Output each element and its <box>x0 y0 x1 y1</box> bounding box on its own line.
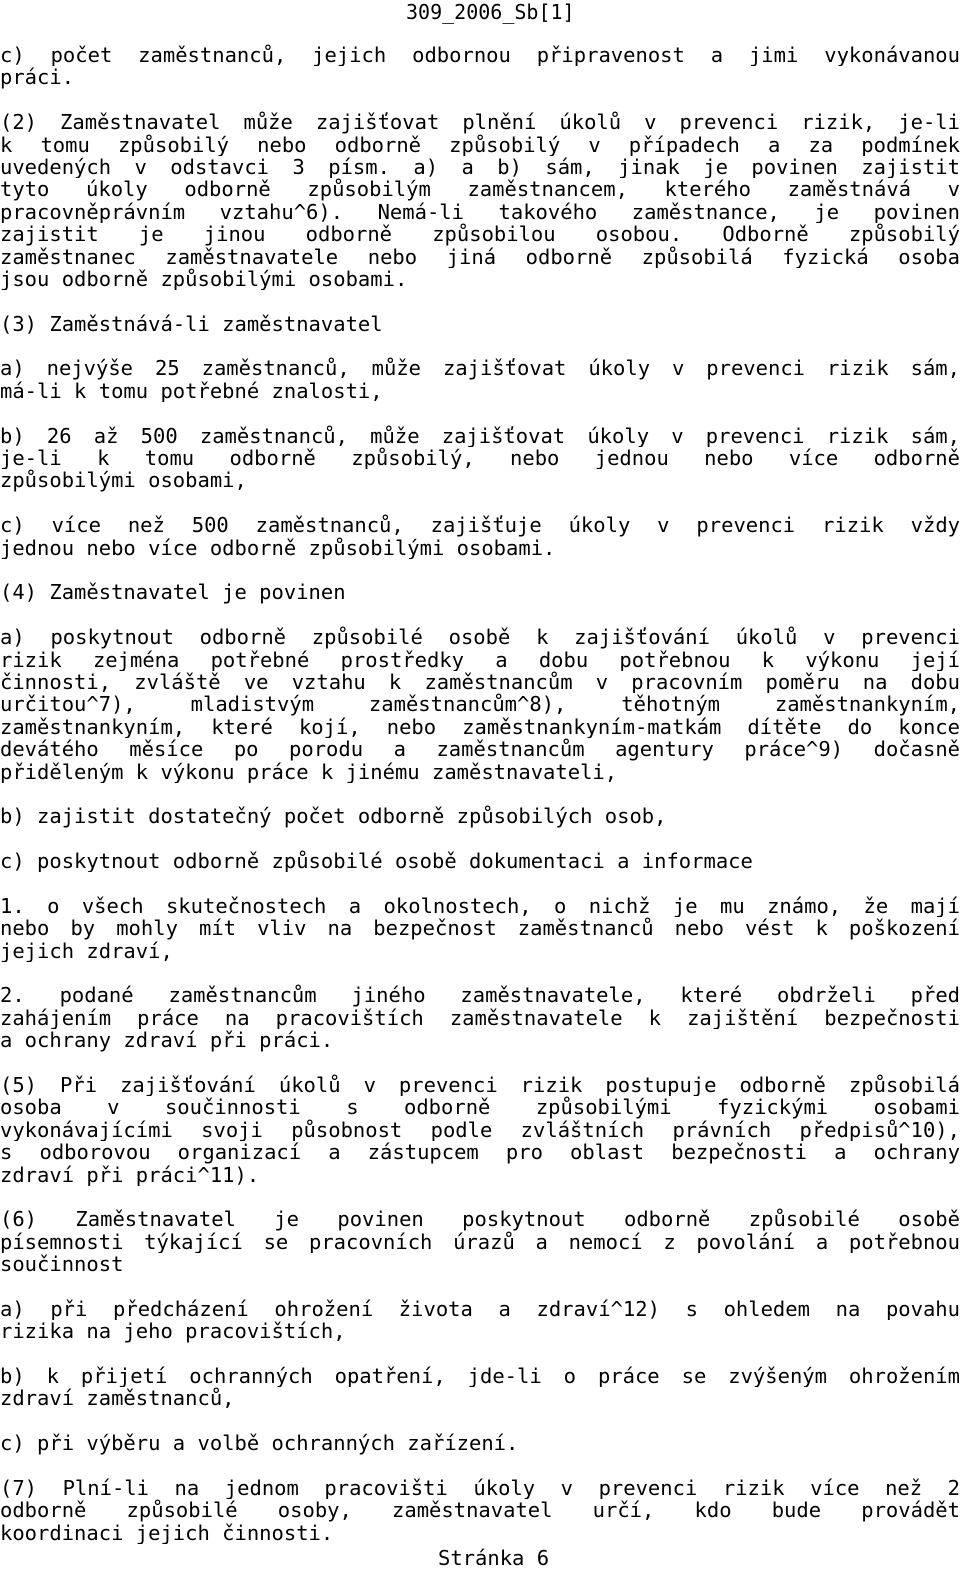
paragraph-gap <box>0 89 960 111</box>
text-line: devátého měsíce po porodu a zaměstnancům agentury práce^9) dočasně <box>0 738 960 761</box>
paragraph-gap <box>0 962 960 984</box>
paragraph-gap <box>0 1186 960 1208</box>
text-line: způsobilými osobami, <box>0 469 247 492</box>
text-line: a) při předcházení ohrožení života a zdraví^12) s ohledem na povahu <box>0 1297 960 1321</box>
text-line: jejich zdraví, <box>0 939 173 963</box>
paragraph-gap <box>0 559 960 581</box>
text-line: (7) Plní-li na jednom pracovišti úkoly v prevenci rizik více než 2 <box>0 1477 960 1500</box>
text-line: zaměstnankyním, které kojí, nebo zaměstnankyním-matkám dítěte do konce <box>0 715 960 739</box>
text-line: tyto úkoly odborně způsobilým zaměstnancem, kterého zaměstnává v <box>0 178 960 201</box>
text-line: c) počet zaměstnanců, jejich odbornou připravenost a jimi vykonávanou <box>0 44 960 67</box>
paragraph <box>0 514 960 559</box>
text-line: zajistit je jinou odborně způsobilou osobou. Odborně způsobilý <box>0 223 960 246</box>
text-line: jsou odborně způsobilými osobami. <box>0 267 408 291</box>
paragraph-gap <box>0 1275 960 1297</box>
paragraph <box>0 805 960 827</box>
paragraph <box>0 357 960 402</box>
text-line: je-li k tomu odborně způsobilý, nebo jednou nebo více odborně <box>0 447 960 470</box>
text-line: osoba v součinnosti s odborně způsobilými fyzickými osobami <box>0 1096 960 1119</box>
paragraph <box>0 1365 960 1410</box>
paragraph-gap <box>0 290 960 312</box>
text-line: zdraví zaměstnanců, <box>0 1387 235 1410</box>
paragraph-gap <box>0 604 960 626</box>
text-line: určitou^7), mladistvým zaměstnancům^8), těhotným zaměstnankyním, <box>0 693 960 716</box>
text-line: rizik zejména potřebné prostředky a dobu potřebnou k výkonu její <box>0 648 960 671</box>
paragraph <box>0 1477 960 1544</box>
text-line: zdraví při práci^11). <box>0 1163 260 1186</box>
paragraph <box>0 1432 960 1454</box>
paragraph-gap <box>0 1343 960 1365</box>
paragraph <box>0 895 960 962</box>
paragraph-gap <box>0 872 960 894</box>
text-line: činnosti, zvláště ve vztahu k zaměstnancům v pracovním poměru na dobu <box>0 670 960 694</box>
text-line: b) 26 až 500 zaměstnanců, může zajišťovat úkoly v prevenci rizik sám, <box>0 424 960 448</box>
text-line: b) zajistit dostatečný počet odborně způsobilých osob, <box>0 805 667 828</box>
paragraph-gap <box>0 1410 960 1432</box>
paragraph <box>0 850 960 872</box>
text-line: nebo by mohly mít vliv na bezpečnost zaměstnanců nebo vést k poškození <box>0 917 960 940</box>
page-number: Stránka 6 <box>438 1546 550 1570</box>
paragraph-gap <box>0 1052 960 1074</box>
paragraph-gap <box>0 1455 960 1477</box>
text-line: s odborovou organizací a zástupcem pro oblast bezpečnosti a ochrany <box>0 1141 960 1164</box>
text-line: uvedených v odstavci 3 písm. a) a b) sám, jinak je povinen zajistit <box>0 155 960 179</box>
document-title: 309_2006_Sb[1] <box>406 0 575 24</box>
text-line: (2) Zaměstnavatel může zajišťovat plnění úkolů v prevenci rizik, je-li <box>0 111 960 134</box>
paragraph-gap <box>0 402 960 424</box>
text-line: c) při výběru a volbě ochranných zařízení. <box>0 1432 519 1455</box>
paragraph-gap <box>0 783 960 805</box>
paragraph <box>0 425 960 492</box>
text-line: (6) Zaměstnavatel je povinen poskytnout odborně způsobilé osobě <box>0 1208 960 1231</box>
text-line: (4) Zaměstnavatel je povinen <box>0 581 346 604</box>
paragraph <box>0 626 960 783</box>
text-line: zahájením práce na pracovištích zaměstnavatele k zajištění bezpečnosti <box>0 1006 960 1030</box>
text-line: koordinaci jejich činnosti. <box>0 1521 334 1545</box>
text-line: odborně způsobilé osoby, zaměstnavatel určí, kdo bude provádět <box>0 1499 960 1522</box>
text-line: b) k přijetí ochranných opatření, jde-li o práce se zvýšeným ohrožením <box>0 1365 960 1388</box>
text-line: rizika na jeho pracovištích, <box>0 1320 346 1343</box>
text-line: a) nejvýše 25 zaměstnanců, může zajišťovat úkoly v prevenci rizik sám, <box>0 357 960 380</box>
paragraph-gap <box>0 828 960 850</box>
paragraph-gap <box>0 492 960 514</box>
text-line: (5) Při zajišťování úkolů v prevenci rizik postupuje odborně způsobilá <box>0 1073 960 1097</box>
paragraph <box>0 111 960 290</box>
paragraph <box>0 984 960 1051</box>
paragraph <box>0 581 960 603</box>
paragraph <box>0 313 960 335</box>
text-line: 1. o všech skutečnostech a okolnostech, o nichž je mu známo, že mají <box>0 894 960 918</box>
paragraph <box>0 1208 960 1275</box>
text-line: vykonávajícími svoji působnost podle zvláštních právních předpisů^10), <box>0 1118 960 1142</box>
paragraph <box>0 1298 960 1343</box>
text-line: má-li k tomu potřebné znalosti, <box>0 379 383 403</box>
text-line: (3) Zaměstnává-li zaměstnavatel <box>0 312 383 336</box>
text-line: přiděleným k výkonu práce k jinému zaměstnavateli, <box>0 760 618 783</box>
text-line: pracovněprávním vztahu^6). Nemá-li takového zaměstnance, je povinen <box>0 200 960 224</box>
paragraph-gap <box>0 335 960 357</box>
text-line: k tomu způsobilý nebo odborně způsobilý v případech a za podmínek <box>0 133 960 156</box>
text-line: písemnosti týkající se pracovních úrazů a nemocí z povolání a potřebnou <box>0 1230 960 1254</box>
text-line: a) poskytnout odborně způsobilé osobě k zajišťování úkolů v prevenci <box>0 626 960 649</box>
text-line: práci. <box>0 66 75 89</box>
text-line: c) poskytnout odborně způsobilé osobě dokumentaci a informace <box>0 850 753 873</box>
paragraph <box>0 1074 960 1186</box>
text-line: a ochrany zdraví při práci. <box>0 1029 334 1052</box>
paragraph <box>0 44 960 89</box>
text-line: 2. podané zaměstnancům jiného zaměstnavatele, které obdrželi před <box>0 984 960 1007</box>
text-line: součinnost <box>0 1253 124 1276</box>
text-line: zaměstnanec zaměstnavatele nebo jiná odborně způsobilá fyzická osoba <box>0 245 960 268</box>
document-body <box>0 44 960 1544</box>
text-line: c) více než 500 zaměstnanců, zajišťuje úkoly v prevenci rizik vždy <box>0 514 960 537</box>
text-line: jednou nebo více odborně způsobilými osobami. <box>0 536 556 559</box>
